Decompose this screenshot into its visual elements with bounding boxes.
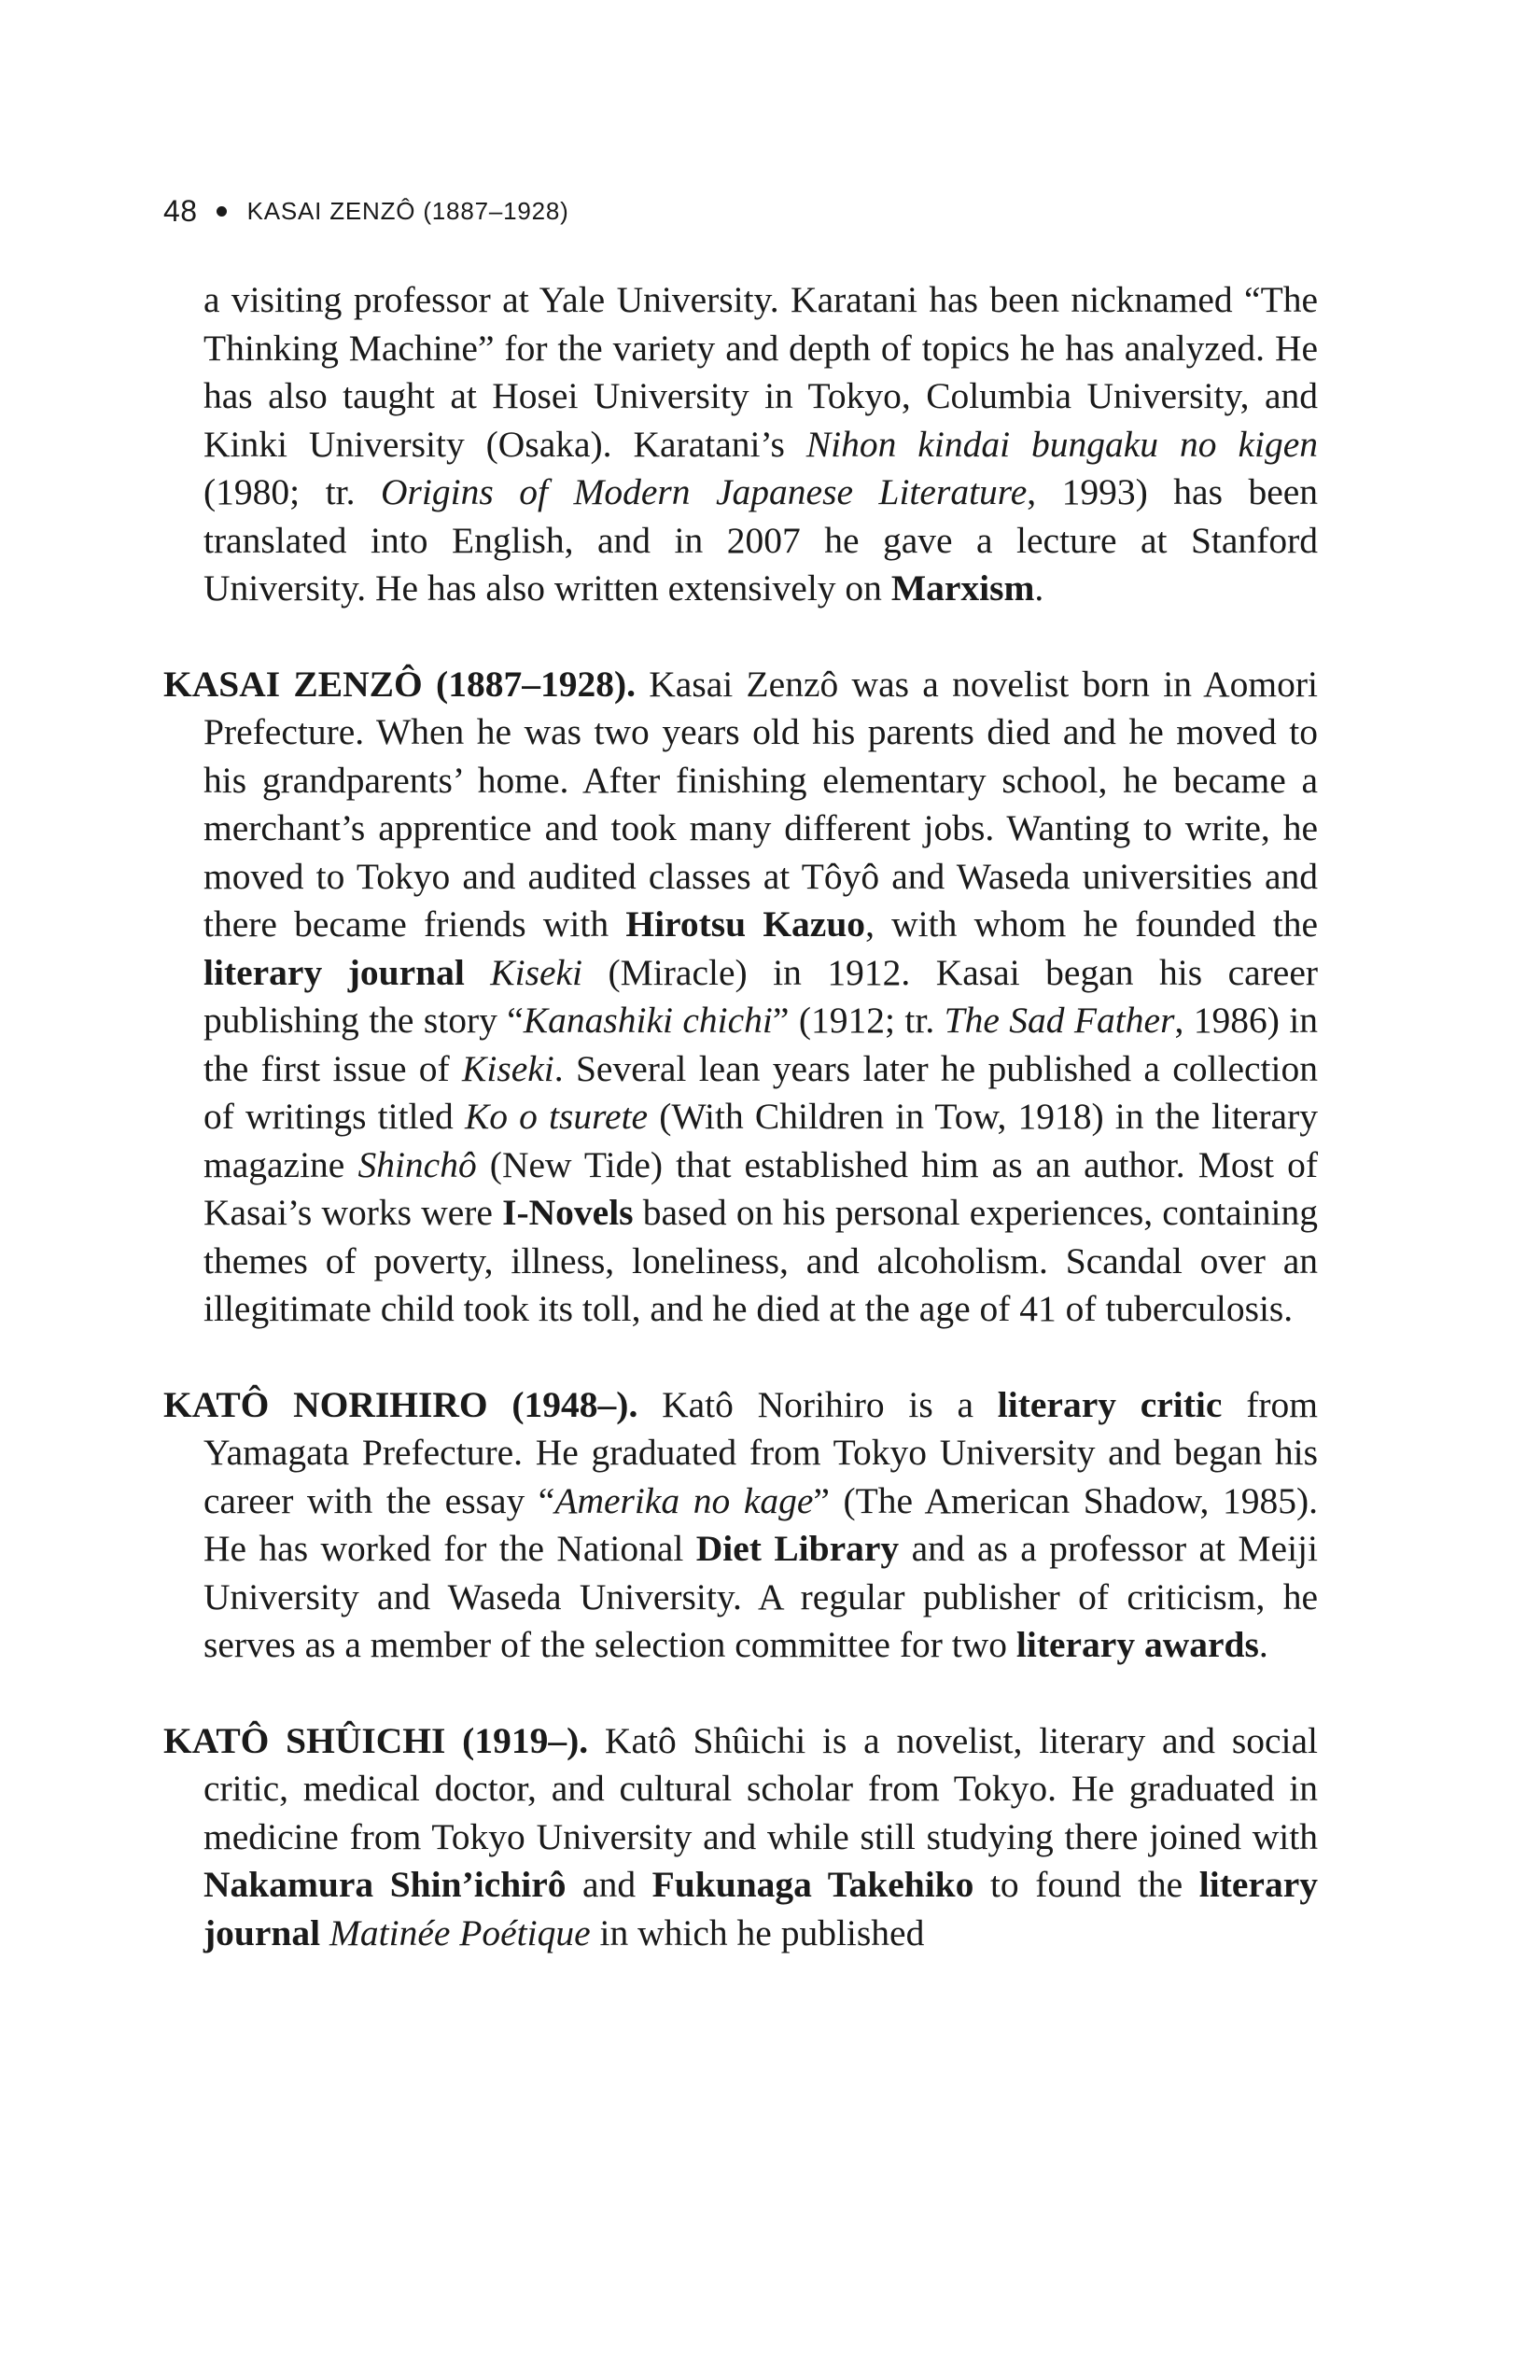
- cross-ref-nakamura-shinichiro: Nakamura Shin’ichirô: [203, 1864, 567, 1905]
- title-kanashiki-chichi: Kanashiki chichi: [523, 1000, 773, 1041]
- cross-ref-literary-critic: literary critic: [997, 1383, 1223, 1425]
- entry-kato-norihiro: KATÔ NORIHIRO (1948–). Katô Norihiro is a literary critic from Yamagata Prefecture. He graduated from Tokyo University and began his career with the essay “Amerika no kage” (The American Shadow, 1985). He has worked for the National Diet Library and as a professor at Meiji University and Waseda University. A regular publisher of criticism, he serves as a member of the selection committee for two literary awards.: [163, 1383, 1318, 1665]
- page-number: 48: [163, 194, 198, 228]
- cross-ref-hirotsu-kazuo: Hirotsu Kazuo: [625, 903, 866, 945]
- title-kiseki-2: Kiseki: [462, 1047, 554, 1089]
- running-head-title: KASAI ZENZÔ (1887–1928): [246, 197, 569, 225]
- title-amerika-no-kage: Amerika no kage: [554, 1479, 814, 1521]
- cross-ref-fukunaga-takehiko: Fukunaga Takehiko: [651, 1864, 974, 1905]
- cross-ref-literary-journal: literary journal: [203, 951, 465, 993]
- bullet-separator: [217, 206, 227, 217]
- headword-kato-shuichi: KATÔ SHÛICHI (1919–).: [163, 1719, 589, 1761]
- running-head: [163, 194, 569, 229]
- entry-kasai-zenzo: KASAI ZENZÔ (1887–1928). Kasai Zenzô was a novelist born in Aomori Prefecture. When he was two years old his parents died and he moved to his grandparents’ home. After finishing elementary school, he became a merchant’s apprentice and took many different jobs. Wanting to write, he moved to Tokyo and audited classes at Tôyô and Waseda universities and there became friends with Hirotsu Kazuo, with whom he founded the literary journal Kiseki (Miracle) in 1912. Kasai began his career publishing the story “Kanashiki chichi” (1912; tr. The Sad Father, 1986) in the first issue of Kiseki. Several lean years later he published a collection of writings titled Ko o tsurete (With Children in Tow, 1918) in the literary magazine Shinchô (New Tide) that established him as an author. Most of Kasai’s works were I-Novels based on his personal experiences, containing themes of poverty, illness, loneliness, and alcoholism. Scandal over an illegitimate child took its toll, and he died at the age of 41 of tuberculosis.: [163, 663, 1319, 1329]
- cross-ref-literary-journal-2: literary journal: [203, 1864, 1318, 1953]
- headword-kasai-zenzo: KASAI ZENZÔ (1887–1928).: [163, 663, 636, 705]
- entry-kato-shuichi: KATÔ SHÛICHI (1919–). Katô Shûichi is a novelist, literary and social critic, medical doctor, and cultural scholar from Tokyo. He graduated in medicine from Tokyo University and while still studying there joined with Nakamura Shin’ichirô and Fukunaga Takehiko to found the literary journal Matinée Poétique in which he published: [163, 1719, 1318, 1953]
- body-text: [163, 276, 1318, 1957]
- cross-ref-i-novels: I-Novels: [502, 1192, 634, 1233]
- title-origins: Origins of Modern Japanese Literature: [380, 471, 1028, 512]
- title-matinee-poetique: Matinée Poétique: [329, 1911, 591, 1953]
- headword-kato-norihiro: KATÔ NORIHIRO (1948–).: [163, 1383, 638, 1425]
- title-nihon-kindai: Nihon kindai bungaku no kigen: [805, 423, 1318, 465]
- title-sad-father: The Sad Father: [944, 1000, 1175, 1041]
- cross-ref-literary-awards: literary awards: [1015, 1624, 1259, 1665]
- cross-ref-marxism: Marxism: [890, 567, 1035, 609]
- title-kiseki: Kiseki: [490, 951, 583, 993]
- title-shincho: Shinchô: [357, 1143, 477, 1185]
- cross-ref-diet-library: Diet Library: [695, 1528, 900, 1569]
- title-ko-o-tsurete: Ko o tsurete: [464, 1096, 649, 1137]
- entry-karatani-continuation: a visiting professor at Yale University. Karatani has been nicknamed “The Thinking Machine” for the variety and depth of topics he has analyzed. He has also taught at Hosei University in Tokyo, Columbia University, and Kinki University (Osaka). Karatani’s Nihon kindai bungaku no kigen (1980; tr. Origins of Modern Japanese Literature, 1993) has been translated into English, and in 2007 he gave a lecture at Stanford University. He has also written extensively on Marxism.: [203, 279, 1319, 609]
